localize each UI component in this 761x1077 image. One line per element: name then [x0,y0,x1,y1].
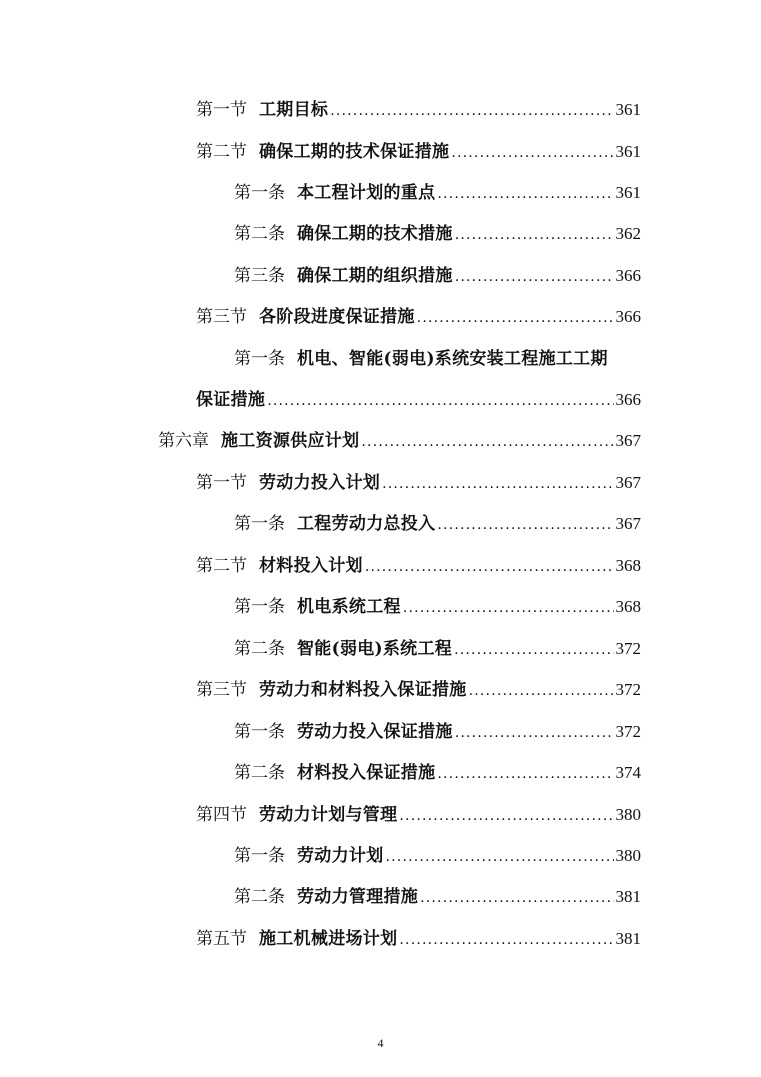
toc-entry[interactable] [234,509,641,539]
toc-entry[interactable] [196,924,641,954]
toc-entry[interactable] [196,800,641,830]
toc-entry[interactable] [196,551,641,581]
toc-title: 劳动力计划与管理 [259,805,398,825]
toc-entry[interactable] [234,178,641,208]
toc-page-number: 368 [615,556,641,575]
toc-page-number: 372 [615,680,641,699]
toc-prefix: 第三条 [234,266,285,286]
toc-page-number: 366 [615,307,641,326]
toc-page-number: 367 [615,431,641,450]
toc-page-number: 361 [615,183,641,202]
toc-prefix: 第二节 [196,142,247,162]
toc-entry[interactable] [196,137,641,167]
toc-prefix: 第二节 [196,556,247,576]
toc-entry[interactable] [234,219,641,249]
toc-title: 工程劳动力总投入 [297,514,436,534]
toc-page-number: 381 [615,929,641,948]
toc-prefix: 第一节 [196,100,247,120]
toc-entry[interactable] [234,882,641,912]
toc-leader [330,96,613,126]
toc-prefix: 第三节 [196,680,247,700]
toc-leader [267,386,613,416]
toc-leader [361,427,613,457]
toc-prefix: 第二条 [234,887,285,907]
toc-leader [382,469,613,499]
toc-prefix: 第二条 [234,224,285,244]
toc-prefix: 第三节 [196,307,247,327]
toc-prefix: 第一条 [234,597,285,617]
toc-entry[interactable] [234,592,641,622]
toc-page-number: 368 [615,597,641,616]
toc-title: 劳动力和材料投入保证措施 [259,680,467,700]
toc-leader [365,552,614,582]
toc-page-number: 374 [615,763,641,782]
toc-title: 确保工期的组织措施 [297,266,453,286]
toc-entry[interactable] [234,634,641,664]
toc-page-number: 366 [615,390,641,409]
toc-leader [437,510,613,540]
toc-title: 工期目标 [259,100,329,120]
toc-prefix: 第二条 [234,639,285,659]
toc-prefix: 第一条 [234,349,285,369]
toc-page-number: 361 [615,142,641,161]
toc-page-number: 381 [615,887,641,906]
toc-leader [455,262,614,292]
toc-page-number: 380 [615,846,641,865]
toc-entry[interactable] [196,675,641,705]
toc-entry[interactable] [196,302,641,332]
toc-title: 施工机械进场计划 [259,929,398,949]
toc-prefix: 第一条 [234,846,285,866]
toc-entry[interactable] [158,426,641,456]
toc-prefix: 第二条 [234,763,285,783]
toc-entry[interactable] [196,95,641,125]
toc-leader [437,179,613,209]
toc-title: 机电、智能(弱电)系统安装工程施工工期 [297,349,608,369]
toc-entry[interactable] [234,717,641,747]
toc-page-number: 361 [615,100,641,119]
toc-leader [454,635,613,665]
toc-leader [399,925,613,955]
toc-title: 施工资源供应计划 [221,431,360,451]
toc-title: 劳动力投入计划 [259,473,381,493]
toc-page-number: 372 [615,639,641,658]
toc-title: 确保工期的技术措施 [297,224,453,244]
toc-leader [386,842,614,872]
toc-title: 保证措施 [196,390,266,410]
toc-title: 劳动力管理措施 [297,887,419,907]
toc-leader [399,801,613,831]
toc-title: 各阶段进度保证措施 [259,307,415,327]
toc-title: 材料投入计划 [259,556,363,576]
toc-entry[interactable] [234,261,641,291]
toc-leader [403,593,614,623]
toc-leader [437,759,613,789]
toc-title: 智能(弱电)系统工程 [297,639,453,659]
toc-entry[interactable] [234,758,641,788]
footer-page-number: 4 [377,1036,384,1050]
toc-page-number: 362 [615,224,641,243]
toc-prefix: 第一节 [196,473,247,493]
toc-page-number: 366 [615,266,641,285]
toc-title: 本工程计划的重点 [297,183,436,203]
toc-title: 机电系统工程 [297,597,401,617]
toc-prefix: 第一条 [234,722,285,742]
toc-title: 劳动力计划 [297,846,384,866]
toc-page-number: 367 [615,473,641,492]
toc-entry[interactable] [234,344,608,374]
toc-leader [455,220,614,250]
toc-title: 材料投入保证措施 [297,763,436,783]
toc-leader [469,676,614,706]
toc-leader [451,138,613,168]
toc-page-number: 372 [615,722,641,741]
toc-page-number: 367 [615,514,641,533]
toc-prefix: 第五节 [196,929,247,949]
toc-title: 劳动力投入保证措施 [297,722,453,742]
toc-title: 确保工期的技术保证措施 [259,142,450,162]
toc-entry[interactable] [234,841,641,871]
toc-leader [417,303,614,333]
toc-prefix: 第一条 [234,514,285,534]
toc-leader [420,883,613,913]
toc-page-number: 380 [615,805,641,824]
toc-leader [455,718,614,748]
toc-prefix: 第一条 [234,183,285,203]
toc-prefix: 第六章 [158,431,209,451]
toc-prefix: 第四节 [196,805,247,825]
toc-entry-continuation[interactable] [196,385,641,415]
toc-entry[interactable] [196,468,641,498]
